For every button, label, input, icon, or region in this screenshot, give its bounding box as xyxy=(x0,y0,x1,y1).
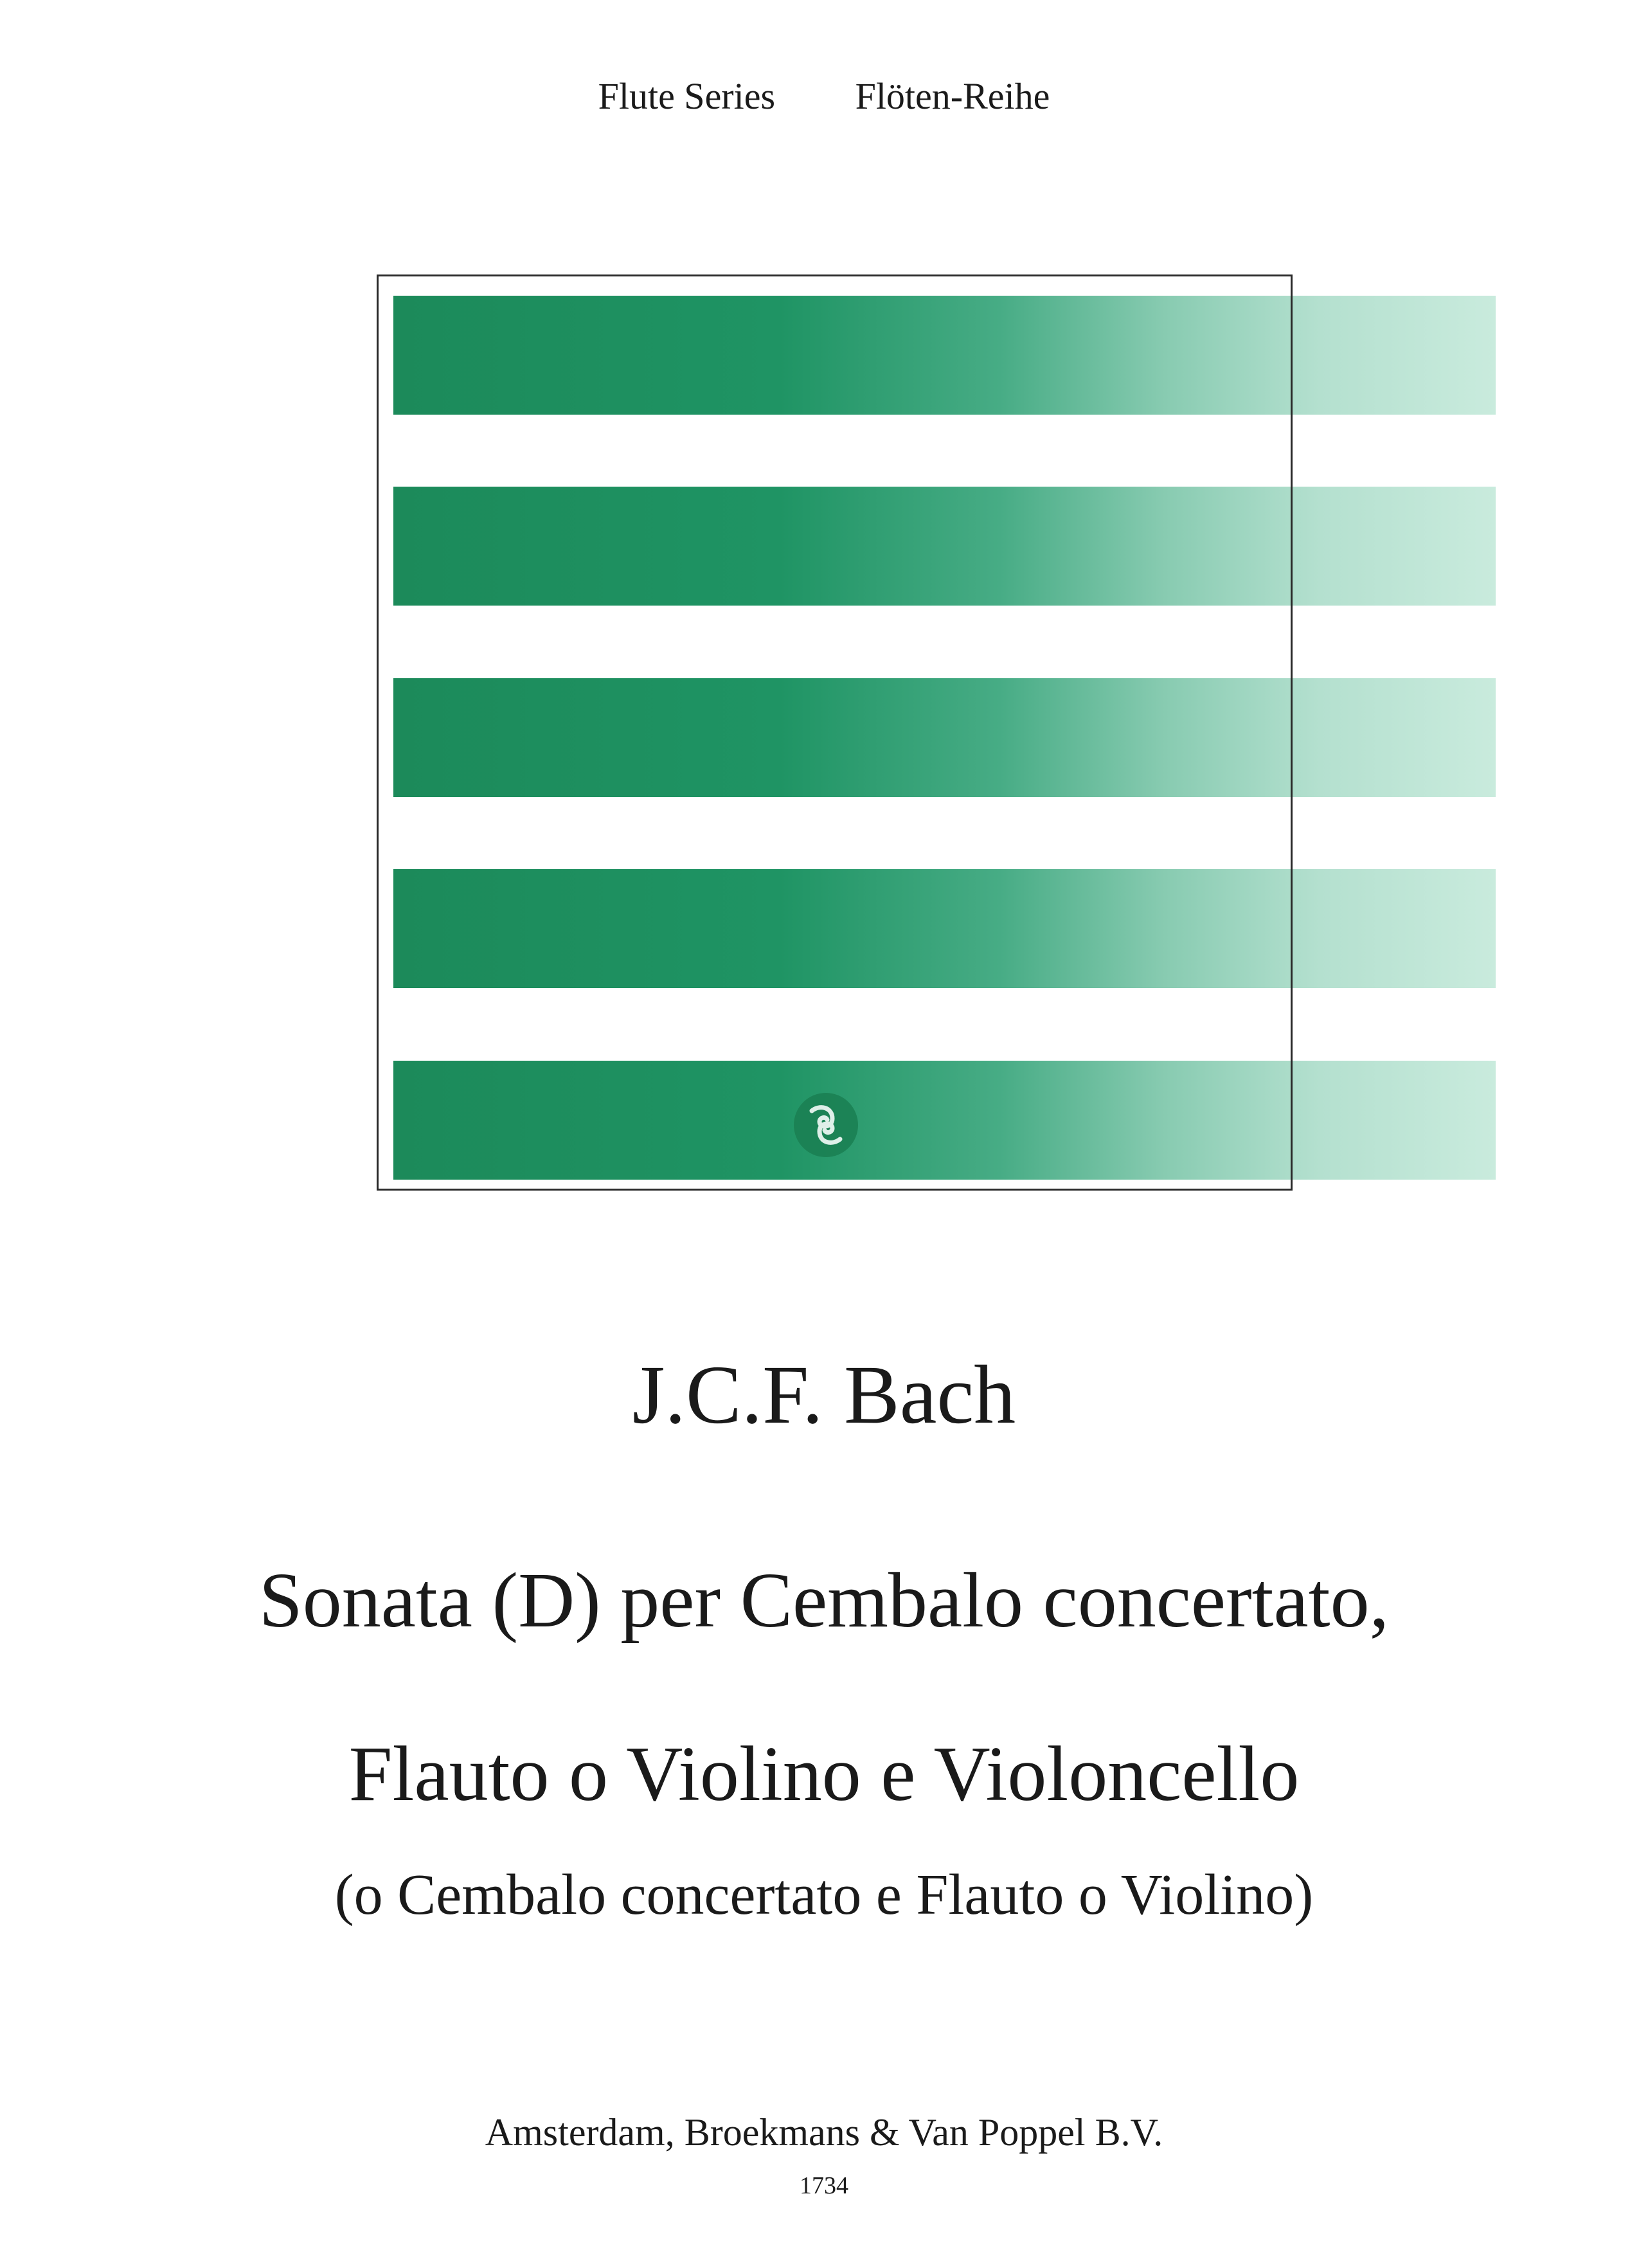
broekmans-logo-icon xyxy=(794,1093,858,1157)
series-title-german: Flöten-Reihe xyxy=(855,75,1050,117)
cover-frame xyxy=(377,274,1293,1191)
publisher-name: Amsterdam, Broekmans & Van Poppel B.V. xyxy=(485,2111,1163,2154)
work-title-line-2: Flauto o Violino e Violoncello xyxy=(348,1731,1300,1817)
work-title-line-1: Sonata (D) per Cembalo concertato, xyxy=(258,1557,1390,1644)
composer-name: J.C.F. Bach xyxy=(632,1349,1016,1441)
catalog-number: 1734 xyxy=(800,2172,848,2199)
series-title-english: Flute Series xyxy=(598,75,776,117)
work-subtitle: (o Cembalo concertato e Flauto o Violino) xyxy=(334,1863,1314,1927)
